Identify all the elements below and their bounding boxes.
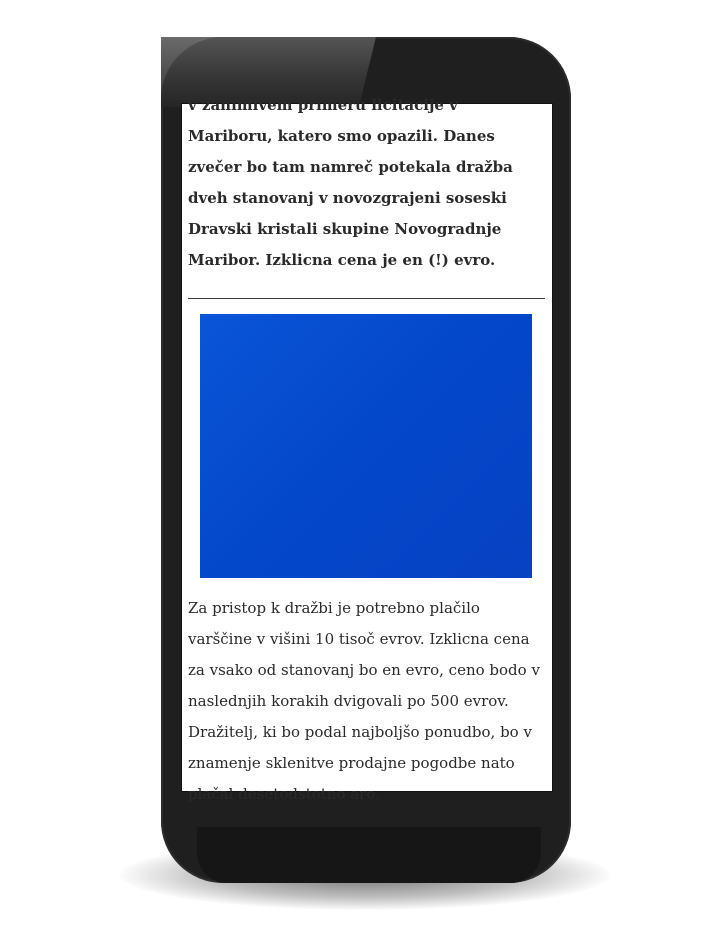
phone-screen[interactable]: [181, 96, 553, 803]
article-divider: [188, 298, 545, 299]
article-lead-text: Mariboru, katero smo opazili. Danes zvečer bo tam namreč potekala dražba dveh stanovanj v novozgrajeni soseski Dravski kristali skupine Novogradnje Maribor. Izklicna cena je en (!) evro.: [188, 127, 513, 269]
article-body: Za pristop k dražbi je potrebno plačilo varščine v višini 10 tisoč evrov. Izklicna cena za vsako od stanovanj bo en evro, ceno bodo v naslednjih korakih dvigovali po 500 evrov. Dražitelj, ki bo podal najboljšo ponudbo, bo v znamenje sklenitve prodajne pogodbe nato plačal desetodstotno aro.: [188, 599, 540, 803]
article-image[interactable]: [200, 314, 532, 578]
article-lead: [188, 90, 548, 276]
phone-chin: [197, 827, 541, 883]
article-content: [188, 90, 548, 810]
article-lead-partial: v zanimivem primeru licitacije v: [188, 96, 458, 114]
